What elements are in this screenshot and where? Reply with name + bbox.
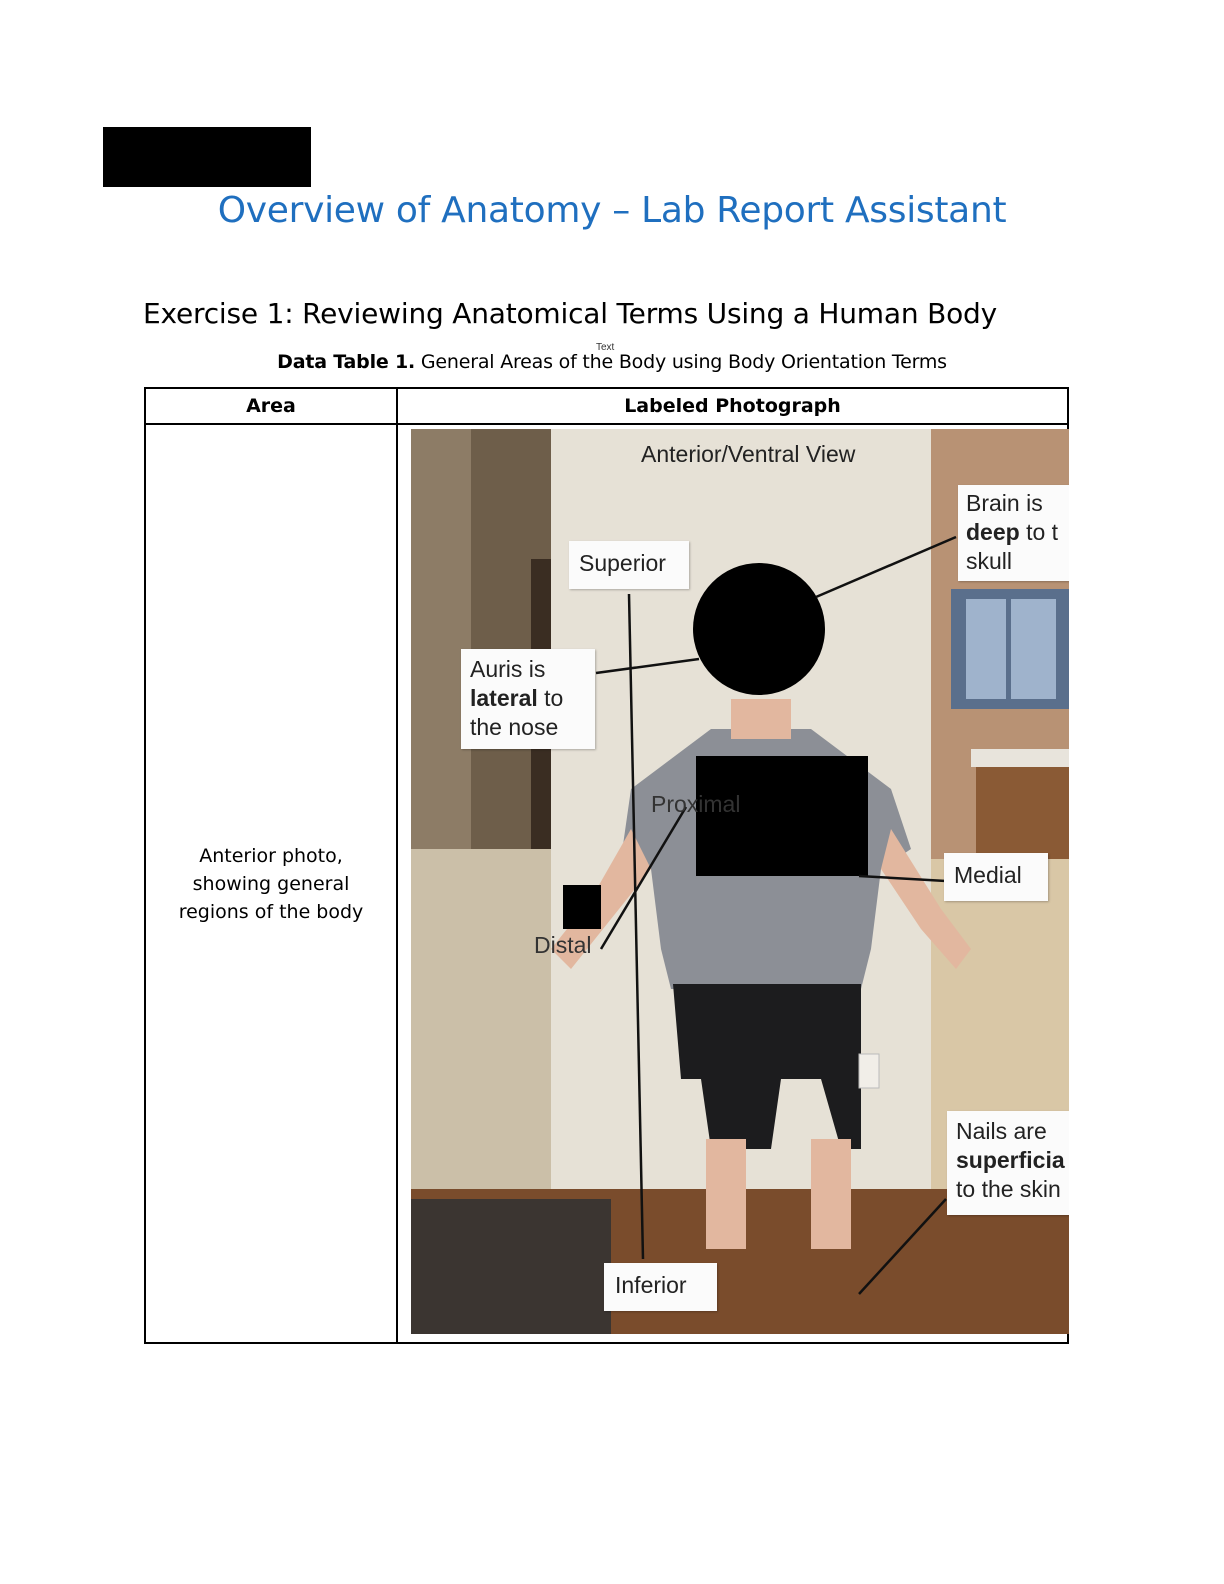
table-row — [145, 424, 1068, 1343]
labeled-photograph — [411, 429, 1069, 1334]
label-nails-line-1: Nails are — [956, 1118, 1047, 1144]
column-header-area: Area — [145, 388, 397, 424]
data-table-1 — [144, 387, 1069, 1344]
label-nails-superficial — [947, 1111, 1069, 1215]
label-auris-lateral — [461, 649, 595, 749]
label-auris-line-2: to — [537, 685, 564, 711]
view-title: Anterior/Ventral View — [641, 441, 856, 467]
area-description: Anterior photo, showing general regions of the body — [178, 844, 364, 923]
label-brain-line-3: skull — [966, 548, 1013, 574]
label-auris-line-1: Auris is — [470, 656, 546, 682]
table-header-row — [145, 388, 1068, 424]
column-header-photograph: Labeled Photograph — [397, 388, 1068, 424]
caption-text: General Areas of the Body using Body Orientation Terms — [415, 351, 947, 373]
label-brain-line-2: to t — [1019, 519, 1059, 545]
caption-label: Data Table 1. — [277, 351, 416, 373]
label-nails-bold: superficia — [956, 1147, 1065, 1173]
area-cell — [145, 424, 397, 1343]
stray-text-annotation: Text — [596, 342, 615, 353]
redaction-box-wrist — [563, 885, 601, 929]
label-inferior: Inferior — [604, 1263, 717, 1311]
label-proximal: Proximal — [651, 791, 741, 817]
label-brain-bold: deep — [966, 519, 1020, 545]
label-brain-line-1: Brain is — [966, 490, 1043, 516]
photo-cell — [397, 424, 1068, 1343]
label-medial: Medial — [944, 853, 1048, 901]
redaction-bar — [103, 127, 311, 187]
exercise-heading: Exercise 1: Reviewing Anatomical Terms Using a Human Body — [143, 297, 997, 330]
document-title: Overview of Anatomy – Lab Report Assistant — [217, 190, 1007, 231]
table-caption — [0, 351, 1224, 373]
label-auris-line-3: the nose — [470, 714, 559, 740]
label-superior: Superior — [569, 541, 689, 589]
label-auris-bold: lateral — [470, 685, 538, 711]
label-nails-line-3: to the skin — [956, 1176, 1061, 1202]
face-redaction-circle — [693, 563, 825, 695]
label-brain-deep — [958, 485, 1069, 581]
label-distal: Distal — [534, 932, 592, 958]
